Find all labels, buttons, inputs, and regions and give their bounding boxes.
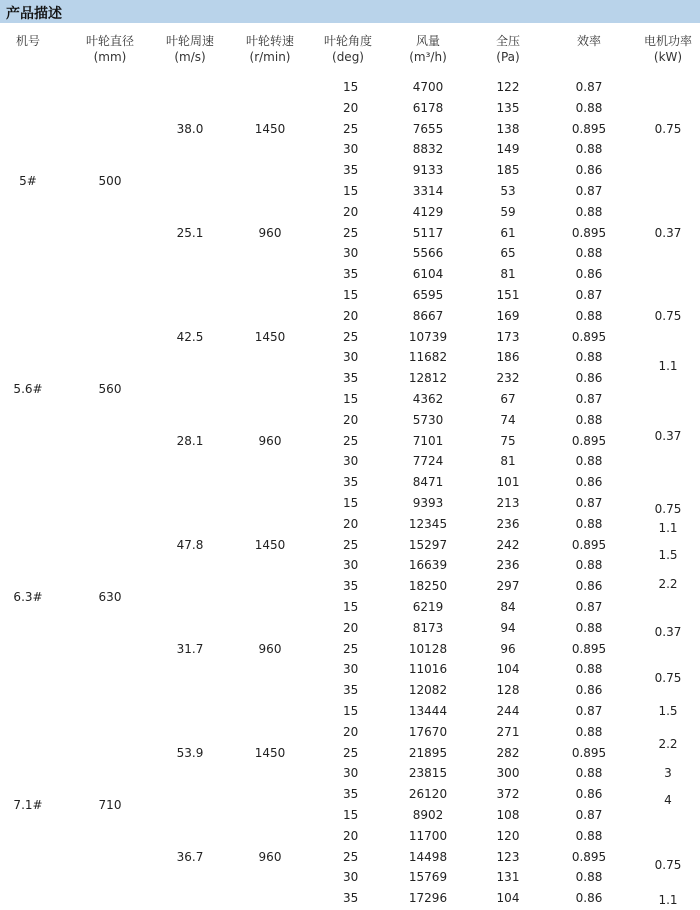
pressure-cell: 186 xyxy=(496,350,520,365)
column-header-line2: (Pa) xyxy=(496,50,520,64)
rpm-cell: 1450 xyxy=(254,537,286,552)
airflow-cell: 11682 xyxy=(408,350,448,365)
airflow-cell: 5730 xyxy=(412,412,444,427)
motor-power-cell: 0.75 xyxy=(654,121,682,136)
title-bar xyxy=(0,0,700,23)
angle-cell: 25 xyxy=(343,329,359,344)
pressure-cell: 271 xyxy=(496,724,520,739)
angle-cell: 25 xyxy=(343,745,359,760)
model-cell: 5# xyxy=(19,173,37,188)
efficiency-cell: 0.86 xyxy=(575,891,603,906)
efficiency-cell: 0.88 xyxy=(575,766,603,781)
pressure-cell: 138 xyxy=(496,121,520,136)
pressure-cell: 59 xyxy=(500,204,516,219)
pressure-cell: 135 xyxy=(496,100,520,115)
angle-cell: 35 xyxy=(343,371,359,386)
angle-cell: 30 xyxy=(343,662,359,677)
efficiency-cell: 0.88 xyxy=(575,142,603,157)
tip-speed-cell: 42.5 xyxy=(176,329,204,344)
efficiency-cell: 0.895 xyxy=(571,329,607,344)
efficiency-cell: 0.87 xyxy=(575,80,603,94)
efficiency-cell: 0.88 xyxy=(575,100,603,115)
angle-cell: 15 xyxy=(343,288,359,302)
motor-power-cell: 1.5 xyxy=(658,548,678,562)
angle-cell: 25 xyxy=(343,537,359,552)
efficiency-cell: 0.86 xyxy=(575,579,603,594)
angle-cell: 15 xyxy=(343,600,359,614)
column-header xyxy=(496,33,520,65)
rpm-cell: 1450 xyxy=(254,329,286,344)
pressure-cell: 372 xyxy=(496,787,520,802)
airflow-cell: 5117 xyxy=(412,225,444,240)
motor-power-cell: 1.1 xyxy=(658,893,678,908)
airflow-cell: 15297 xyxy=(408,537,448,552)
airflow-cell: 5566 xyxy=(412,246,444,261)
efficiency-cell: 0.88 xyxy=(575,870,603,885)
efficiency-cell: 0.88 xyxy=(575,204,603,219)
airflow-cell: 9393 xyxy=(412,496,444,510)
column-header-line1: 效率 xyxy=(576,34,602,48)
angle-cell: 20 xyxy=(343,620,359,635)
column-header xyxy=(577,33,601,49)
efficiency-cell: 0.895 xyxy=(571,537,607,552)
angle-cell: 15 xyxy=(343,184,359,198)
column-header-line1: 机号 xyxy=(15,34,41,48)
airflow-cell: 6104 xyxy=(412,267,444,282)
pressure-cell: 151 xyxy=(496,288,520,302)
motor-power-cell: 1.1 xyxy=(658,358,678,373)
motor-power-cell: 0.37 xyxy=(654,624,682,639)
motor-power-cell: 0.75 xyxy=(654,857,682,872)
model-cell: 5.6# xyxy=(13,381,43,396)
pressure-cell: 96 xyxy=(500,641,516,656)
efficiency-cell: 0.88 xyxy=(575,246,603,261)
diameter-cell: 710 xyxy=(98,797,122,812)
pressure-cell: 84 xyxy=(500,600,516,614)
airflow-cell: 14498 xyxy=(408,849,448,864)
pressure-cell: 282 xyxy=(496,745,520,760)
angle-cell: 20 xyxy=(343,412,359,427)
efficiency-cell: 0.87 xyxy=(575,704,603,718)
column-header xyxy=(166,33,214,65)
pressure-cell: 213 xyxy=(496,496,520,510)
pressure-cell: 236 xyxy=(496,516,520,531)
motor-power-cell: 2.2 xyxy=(658,577,678,592)
column-header-line2: (deg) xyxy=(332,50,364,64)
column-header-line1: 风量 xyxy=(415,34,441,48)
angle-cell: 35 xyxy=(343,475,359,490)
column-header xyxy=(324,33,372,65)
column-header-line1: 叶轮转速 xyxy=(245,34,295,48)
angle-cell: 35 xyxy=(343,267,359,282)
airflow-cell: 6595 xyxy=(412,288,444,302)
angle-cell: 35 xyxy=(343,163,359,178)
pressure-cell: 128 xyxy=(496,683,520,698)
angle-cell: 30 xyxy=(343,454,359,469)
efficiency-cell: 0.87 xyxy=(575,600,603,614)
pressure-cell: 94 xyxy=(500,620,516,635)
motor-power-cell: 0.37 xyxy=(654,225,682,240)
efficiency-cell: 0.88 xyxy=(575,620,603,635)
pressure-cell: 61 xyxy=(500,225,516,240)
angle-cell: 15 xyxy=(343,496,359,510)
angle-cell: 30 xyxy=(343,558,359,573)
motor-power-cell: 1.1 xyxy=(658,520,678,535)
pressure-cell: 67 xyxy=(500,392,516,406)
angle-cell: 35 xyxy=(343,891,359,906)
diameter-cell: 500 xyxy=(98,173,122,188)
angle-cell: 30 xyxy=(343,870,359,885)
efficiency-cell: 0.895 xyxy=(571,745,607,760)
angle-cell: 25 xyxy=(343,121,359,136)
column-header-line2: (mm) xyxy=(93,50,127,64)
airflow-cell: 6219 xyxy=(412,600,444,614)
angle-cell: 20 xyxy=(343,204,359,219)
pressure-cell: 122 xyxy=(496,80,520,94)
angle-cell: 25 xyxy=(343,641,359,656)
angle-cell: 30 xyxy=(343,350,359,365)
efficiency-cell: 0.86 xyxy=(575,683,603,698)
rpm-cell: 960 xyxy=(258,849,282,864)
airflow-cell: 17670 xyxy=(408,724,448,739)
efficiency-cell: 0.88 xyxy=(575,350,603,365)
angle-cell: 20 xyxy=(343,516,359,531)
column-header-line2: (m/s) xyxy=(174,50,206,64)
motor-power-cell: 0.37 xyxy=(654,429,682,444)
pressure-cell: 185 xyxy=(496,163,520,178)
pressure-cell: 75 xyxy=(500,433,516,448)
airflow-cell: 4362 xyxy=(412,392,444,406)
pressure-cell: 244 xyxy=(496,704,520,718)
tip-speed-cell: 28.1 xyxy=(176,433,204,448)
airflow-cell: 13444 xyxy=(408,704,448,718)
angle-cell: 25 xyxy=(343,225,359,240)
pressure-cell: 104 xyxy=(496,891,520,906)
rpm-cell: 1450 xyxy=(254,121,286,136)
pressure-cell: 149 xyxy=(496,142,520,157)
column-header-line2: (kW) xyxy=(653,50,683,64)
airflow-cell: 7655 xyxy=(412,121,444,136)
airflow-cell: 8902 xyxy=(412,808,444,822)
efficiency-cell: 0.88 xyxy=(575,558,603,573)
pressure-cell: 123 xyxy=(496,849,520,864)
efficiency-cell: 0.87 xyxy=(575,184,603,198)
pressure-cell: 101 xyxy=(496,475,520,490)
airflow-cell: 11700 xyxy=(408,828,448,843)
rpm-cell: 960 xyxy=(258,433,282,448)
motor-power-cell: 2.2 xyxy=(658,737,678,752)
pressure-cell: 104 xyxy=(496,662,520,677)
airflow-cell: 17296 xyxy=(408,891,448,906)
tip-speed-cell: 53.9 xyxy=(176,745,204,760)
efficiency-cell: 0.88 xyxy=(575,662,603,677)
tip-speed-cell: 25.1 xyxy=(176,225,204,240)
pressure-cell: 300 xyxy=(496,766,520,781)
airflow-cell: 8832 xyxy=(412,142,444,157)
efficiency-cell: 0.895 xyxy=(571,121,607,136)
airflow-cell: 11016 xyxy=(408,662,448,677)
tip-speed-cell: 47.8 xyxy=(176,537,204,552)
angle-cell: 15 xyxy=(343,704,359,718)
airflow-cell: 6178 xyxy=(412,100,444,115)
angle-cell: 35 xyxy=(343,787,359,802)
airflow-cell: 15769 xyxy=(408,870,448,885)
airflow-cell: 8667 xyxy=(412,308,444,323)
pressure-cell: 169 xyxy=(496,308,520,323)
column-header-line1: 全压 xyxy=(495,34,521,48)
efficiency-cell: 0.86 xyxy=(575,267,603,282)
efficiency-cell: 0.88 xyxy=(575,412,603,427)
airflow-cell: 12345 xyxy=(408,516,448,531)
efficiency-cell: 0.86 xyxy=(575,163,603,178)
pressure-cell: 53 xyxy=(500,184,516,198)
diameter-cell: 630 xyxy=(98,589,122,604)
column-header-line1: 电机功率 xyxy=(643,34,693,48)
angle-cell: 35 xyxy=(343,579,359,594)
angle-cell: 30 xyxy=(343,766,359,781)
motor-power-cell: 1.5 xyxy=(658,704,678,718)
angle-cell: 20 xyxy=(343,828,359,843)
efficiency-cell: 0.86 xyxy=(575,475,603,490)
airflow-cell: 7724 xyxy=(412,454,444,469)
angle-cell: 20 xyxy=(343,724,359,739)
efficiency-cell: 0.88 xyxy=(575,454,603,469)
angle-cell: 30 xyxy=(343,142,359,157)
tip-speed-cell: 31.7 xyxy=(176,641,204,656)
pressure-cell: 81 xyxy=(500,267,516,282)
pressure-cell: 120 xyxy=(496,828,520,843)
airflow-cell: 12082 xyxy=(408,683,448,698)
airflow-cell: 3314 xyxy=(412,184,444,198)
airflow-cell: 8471 xyxy=(412,475,444,490)
efficiency-cell: 0.895 xyxy=(571,641,607,656)
pressure-cell: 131 xyxy=(496,870,520,885)
column-header-line2: (m³/h) xyxy=(409,50,447,64)
model-cell: 7.1# xyxy=(13,797,43,812)
pressure-cell: 236 xyxy=(496,558,520,573)
pressure-cell: 242 xyxy=(496,537,520,552)
column-header-line2: (r/min) xyxy=(249,50,291,64)
column-header xyxy=(644,33,692,65)
column-header-line1: 叶轮周速 xyxy=(165,34,215,48)
tip-speed-cell: 38.0 xyxy=(176,121,204,136)
column-header xyxy=(16,33,40,49)
angle-cell: 25 xyxy=(343,849,359,864)
pressure-cell: 297 xyxy=(496,579,520,594)
angle-cell: 15 xyxy=(343,392,359,406)
pressure-cell: 173 xyxy=(496,329,520,344)
angle-cell: 30 xyxy=(343,246,359,261)
airflow-cell: 7101 xyxy=(412,433,444,448)
efficiency-cell: 0.88 xyxy=(575,308,603,323)
efficiency-cell: 0.86 xyxy=(575,787,603,802)
airflow-cell: 4129 xyxy=(412,204,444,219)
motor-power-cell: 0.75 xyxy=(654,308,682,323)
efficiency-cell: 0.87 xyxy=(575,808,603,822)
column-header-line1: 叶轮直径 xyxy=(85,34,135,48)
efficiency-cell: 0.87 xyxy=(575,288,603,302)
efficiency-cell: 0.895 xyxy=(571,849,607,864)
tip-speed-cell: 36.7 xyxy=(176,849,204,864)
airflow-cell: 23815 xyxy=(408,766,448,781)
angle-cell: 25 xyxy=(343,433,359,448)
pressure-cell: 108 xyxy=(496,808,520,822)
pressure-cell: 74 xyxy=(500,412,516,427)
efficiency-cell: 0.88 xyxy=(575,724,603,739)
column-header-line1: 叶轮角度 xyxy=(323,34,373,48)
motor-power-cell: 0.75 xyxy=(654,502,682,517)
airflow-cell: 10128 xyxy=(408,641,448,656)
angle-cell: 15 xyxy=(343,80,359,94)
airflow-cell: 18250 xyxy=(408,579,448,594)
angle-cell: 20 xyxy=(343,100,359,115)
airflow-cell: 10739 xyxy=(408,329,448,344)
page-title: 产品描述 xyxy=(6,6,62,22)
model-cell: 6.3# xyxy=(13,589,43,604)
rpm-cell: 960 xyxy=(258,225,282,240)
angle-cell: 35 xyxy=(343,683,359,698)
rpm-cell: 1450 xyxy=(254,745,286,760)
motor-power-cell: 3 xyxy=(664,766,672,781)
motor-power-cell: 0.75 xyxy=(654,670,682,685)
efficiency-cell: 0.895 xyxy=(571,433,607,448)
efficiency-cell: 0.87 xyxy=(575,392,603,406)
efficiency-cell: 0.88 xyxy=(575,828,603,843)
angle-cell: 20 xyxy=(343,308,359,323)
column-header xyxy=(246,33,294,65)
column-header xyxy=(409,33,447,65)
airflow-cell: 9133 xyxy=(412,163,444,178)
rpm-cell: 960 xyxy=(258,641,282,656)
airflow-cell: 4700 xyxy=(412,80,444,94)
pressure-cell: 232 xyxy=(496,371,520,386)
angle-cell: 15 xyxy=(343,808,359,822)
motor-power-cell: 4 xyxy=(664,793,672,808)
efficiency-cell: 0.86 xyxy=(575,371,603,386)
pressure-cell: 65 xyxy=(500,246,516,261)
airflow-cell: 8173 xyxy=(412,620,444,635)
airflow-cell: 26120 xyxy=(408,787,448,802)
column-header xyxy=(86,33,134,65)
airflow-cell: 12812 xyxy=(408,371,448,386)
airflow-cell: 16639 xyxy=(408,558,448,573)
pressure-cell: 81 xyxy=(500,454,516,469)
efficiency-cell: 0.88 xyxy=(575,516,603,531)
airflow-cell: 21895 xyxy=(408,745,448,760)
efficiency-cell: 0.87 xyxy=(575,496,603,510)
efficiency-cell: 0.895 xyxy=(571,225,607,240)
diameter-cell: 560 xyxy=(98,381,122,396)
